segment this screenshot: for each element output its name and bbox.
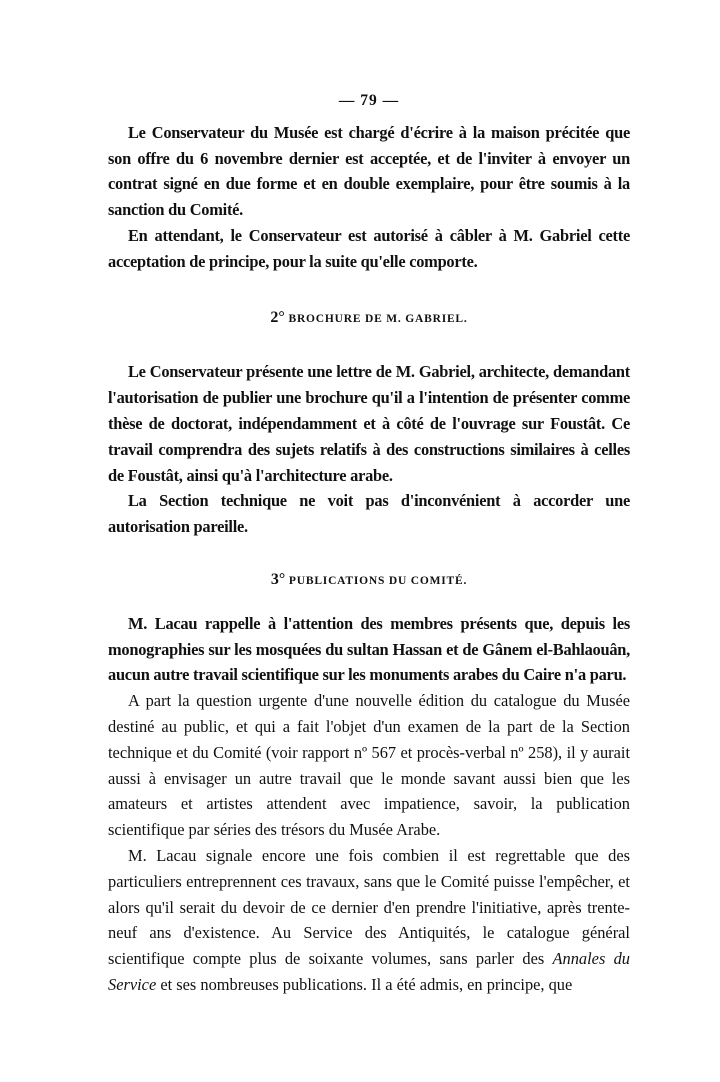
paragraph-section-3-3 — [108, 843, 630, 998]
paragraph-section-2-1: Le Conservateur présente une lettre de M. Gabriel, architecte, demandant l'autorisation de publier une brochure qu'il a l'intention de présenter comme thèse de doctorat, indépendamment et à côté de l'ouvrage sur Foustât. Ce travail comprendra des sujets relatifs à des constructions similaires à celles de Foustât, ainsi qu'à l'architecture arabe. — [108, 362, 630, 485]
paragraph-section-3-3-end: et ses nombreuses publications. Il a été admis, en principe, que — [160, 974, 573, 994]
section-2-title: BROCHURE DE M. GABRIEL. — [288, 312, 468, 325]
paragraph-intro-1: Le Conservateur du Musée est chargé d'écrire à la maison précitée que son offre du 6 novembre dernier est acceptée, et de l'inviter à envoyer un contrat signé en due forme et en double exemplaire, pour être soumis à la sanction du Comité. — [108, 122, 630, 220]
section-3-title: PUBLICATIONS DU COMITÉ. — [288, 574, 468, 587]
section-2-number: 2° — [270, 308, 285, 326]
document-page — [108, 88, 630, 998]
paragraph-section-3-3-text: M. Lacau signale encore une fois combien il est regrettable que des particuliers entreprennent ces travaux, sans que le Comité puisse l'empêcher, et alors qu'il serait du devoir de ce dernier d'en prendre l'initiative, après trente-neuf ans d'existence. Au Service des Antiquités, le catalogue général scientifique compte plus de soixante volumes, sans parler des — [108, 845, 630, 969]
paragraph-section-2-2: La Section technique ne voit pas d'inconvénient à accorder une autorisation pareille. — [108, 491, 630, 537]
page-number: — 79 — — [338, 92, 400, 109]
section-2-heading — [108, 305, 630, 333]
paragraph-section-3-1: M. Lacau rappelle à l'attention des membres présents que, depuis les monographies sur les mosquées du sultan Hassan et de Gânem el-Bahlaouân, aucun autre travail scientifique sur les monuments arabes du Caire n'a paru. — [108, 613, 630, 685]
section-3-number: 3° — [270, 570, 286, 588]
section-3-heading — [108, 567, 630, 595]
paragraph-intro-2: En attendant, le Conservateur est autorisé à câbler à M. Gabriel cette acceptation de principe, pour la suite qu'elle comporte. — [108, 225, 630, 271]
annales-italic: Annales du Service — [108, 949, 631, 994]
paragraph-section-3-2: A part la question urgente d'une nouvelle édition du catalogue du Musée destiné au public, et qui a fait l'objet d'un examen de la part de la Section technique et du Comité (voir rapport nº 567 et procès-verbal nº 258), il y aurait aussi à envisager un autre travail que le monde savant aussi bien que les amateurs et artistes attendent avec impatience, savoir, la publication scientifique par séries des trésors du Musée Arabe. — [108, 691, 630, 840]
